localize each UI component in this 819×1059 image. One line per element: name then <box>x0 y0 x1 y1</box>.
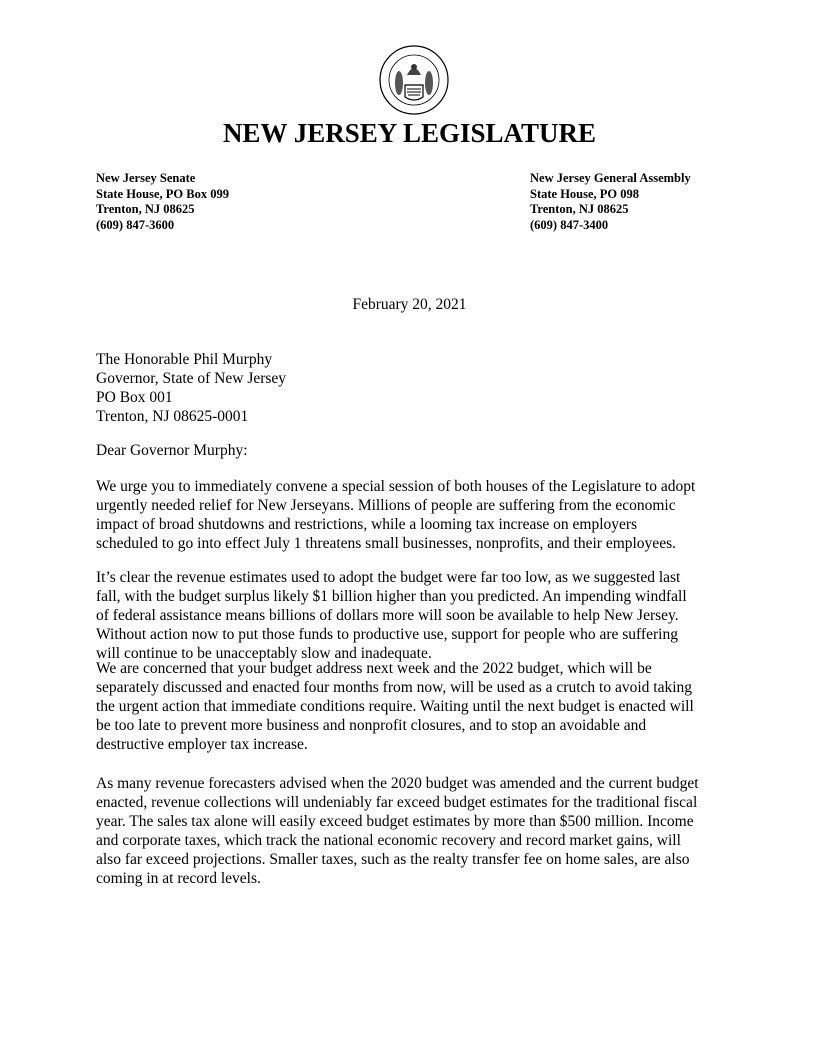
recipient-address <box>96 350 286 426</box>
assembly-street: State House, PO 098 <box>530 186 640 201</box>
state-seal-logo <box>379 45 449 115</box>
senate-name: New Jersey Senate <box>96 171 196 185</box>
text-line: Without action now to put those funds to productive use, support for people who are suffering <box>96 626 678 643</box>
text-line: also far exceed projections. Smaller taxes, such as the realty transfer fee on home sales, are also <box>96 851 690 868</box>
senate-city: Trenton, NJ 08625 <box>96 202 195 216</box>
text-line: of federal assistance means billions of dollars more will soon be available to help New Jersey. <box>96 607 679 624</box>
letterhead-title: NEW JERSEY LEGISLATURE <box>222 118 597 148</box>
senate-phone: (609) 847-3600 <box>96 217 175 232</box>
assembly-phone: (609) 847-3400 <box>530 217 609 232</box>
text-line: We urge you to immediately convene a special session of both houses of the Legislature to adopt <box>96 478 696 495</box>
text-line: separately discussed and enacted four months from now, will be used as a crutch to avoid taking <box>96 679 693 696</box>
text-line: destructive employer tax increase. <box>96 736 308 753</box>
text-line: impact of broad shutdowns and restrictions, while a looming tax increase on employers <box>96 516 638 533</box>
recipient-line: The Honorable Phil Murphy <box>96 351 273 368</box>
recipient-line: Governor, State of New Jersey <box>96 370 287 387</box>
assembly-name: New Jersey General Assembly <box>530 171 691 185</box>
paragraph-2 <box>96 568 687 663</box>
text-line: scheduled to go into effect July 1 threatens small businesses, nonprofits, and their employees. <box>96 535 676 552</box>
text-line: It’s clear the revenue estimates used to adopt the budget were far too low, as we suggested last <box>96 569 681 586</box>
paragraph-3 <box>96 659 694 754</box>
paragraph-4 <box>96 774 699 888</box>
assembly-city: Trenton, NJ 08625 <box>530 202 629 216</box>
text-line: and corporate taxes, which track the national economic recovery and record market gains, will <box>96 832 681 849</box>
text-line: year. The sales tax alone will easily exceed budget estimates by more than $500 million. Income <box>96 813 694 830</box>
assembly-address <box>530 171 691 233</box>
text-line: enacted, revenue collections will undeniably far exceed budget estimates for the traditional fiscal <box>96 794 698 811</box>
text-line: fall, with the budget surplus likely $1 billion higher than you predicted. An impending windfall <box>96 588 687 605</box>
text-line: urgently needed relief for New Jerseyans. Millions of people are suffering from the economic <box>96 497 676 514</box>
letter-date: February 20, 2021 <box>352 296 467 313</box>
text-line: the urgent action that immediate conditions require. Waiting until the next budget is enacted will <box>96 698 694 715</box>
senate-address <box>96 171 229 233</box>
text-line: coming in at record levels. <box>96 870 261 887</box>
text-line: As many revenue forecasters advised when the 2020 budget was amended and the current budget <box>96 775 699 792</box>
recipient-line: PO Box 001 <box>96 389 173 406</box>
recipient-line: Trenton, NJ 08625-0001 <box>96 408 249 425</box>
text-line: We are concerned that your budget address next week and the 2022 budget, which will be <box>96 660 652 677</box>
text-line: be too late to prevent more business and nonprofit closures, and to stop an avoidable and <box>96 717 647 734</box>
text-line: will continue to be unacceptably slow and inadequate. <box>96 645 432 662</box>
paragraph-1 <box>96 477 695 553</box>
salutation: Dear Governor Murphy: <box>96 442 248 459</box>
senate-street: State House, PO Box 099 <box>96 186 229 201</box>
